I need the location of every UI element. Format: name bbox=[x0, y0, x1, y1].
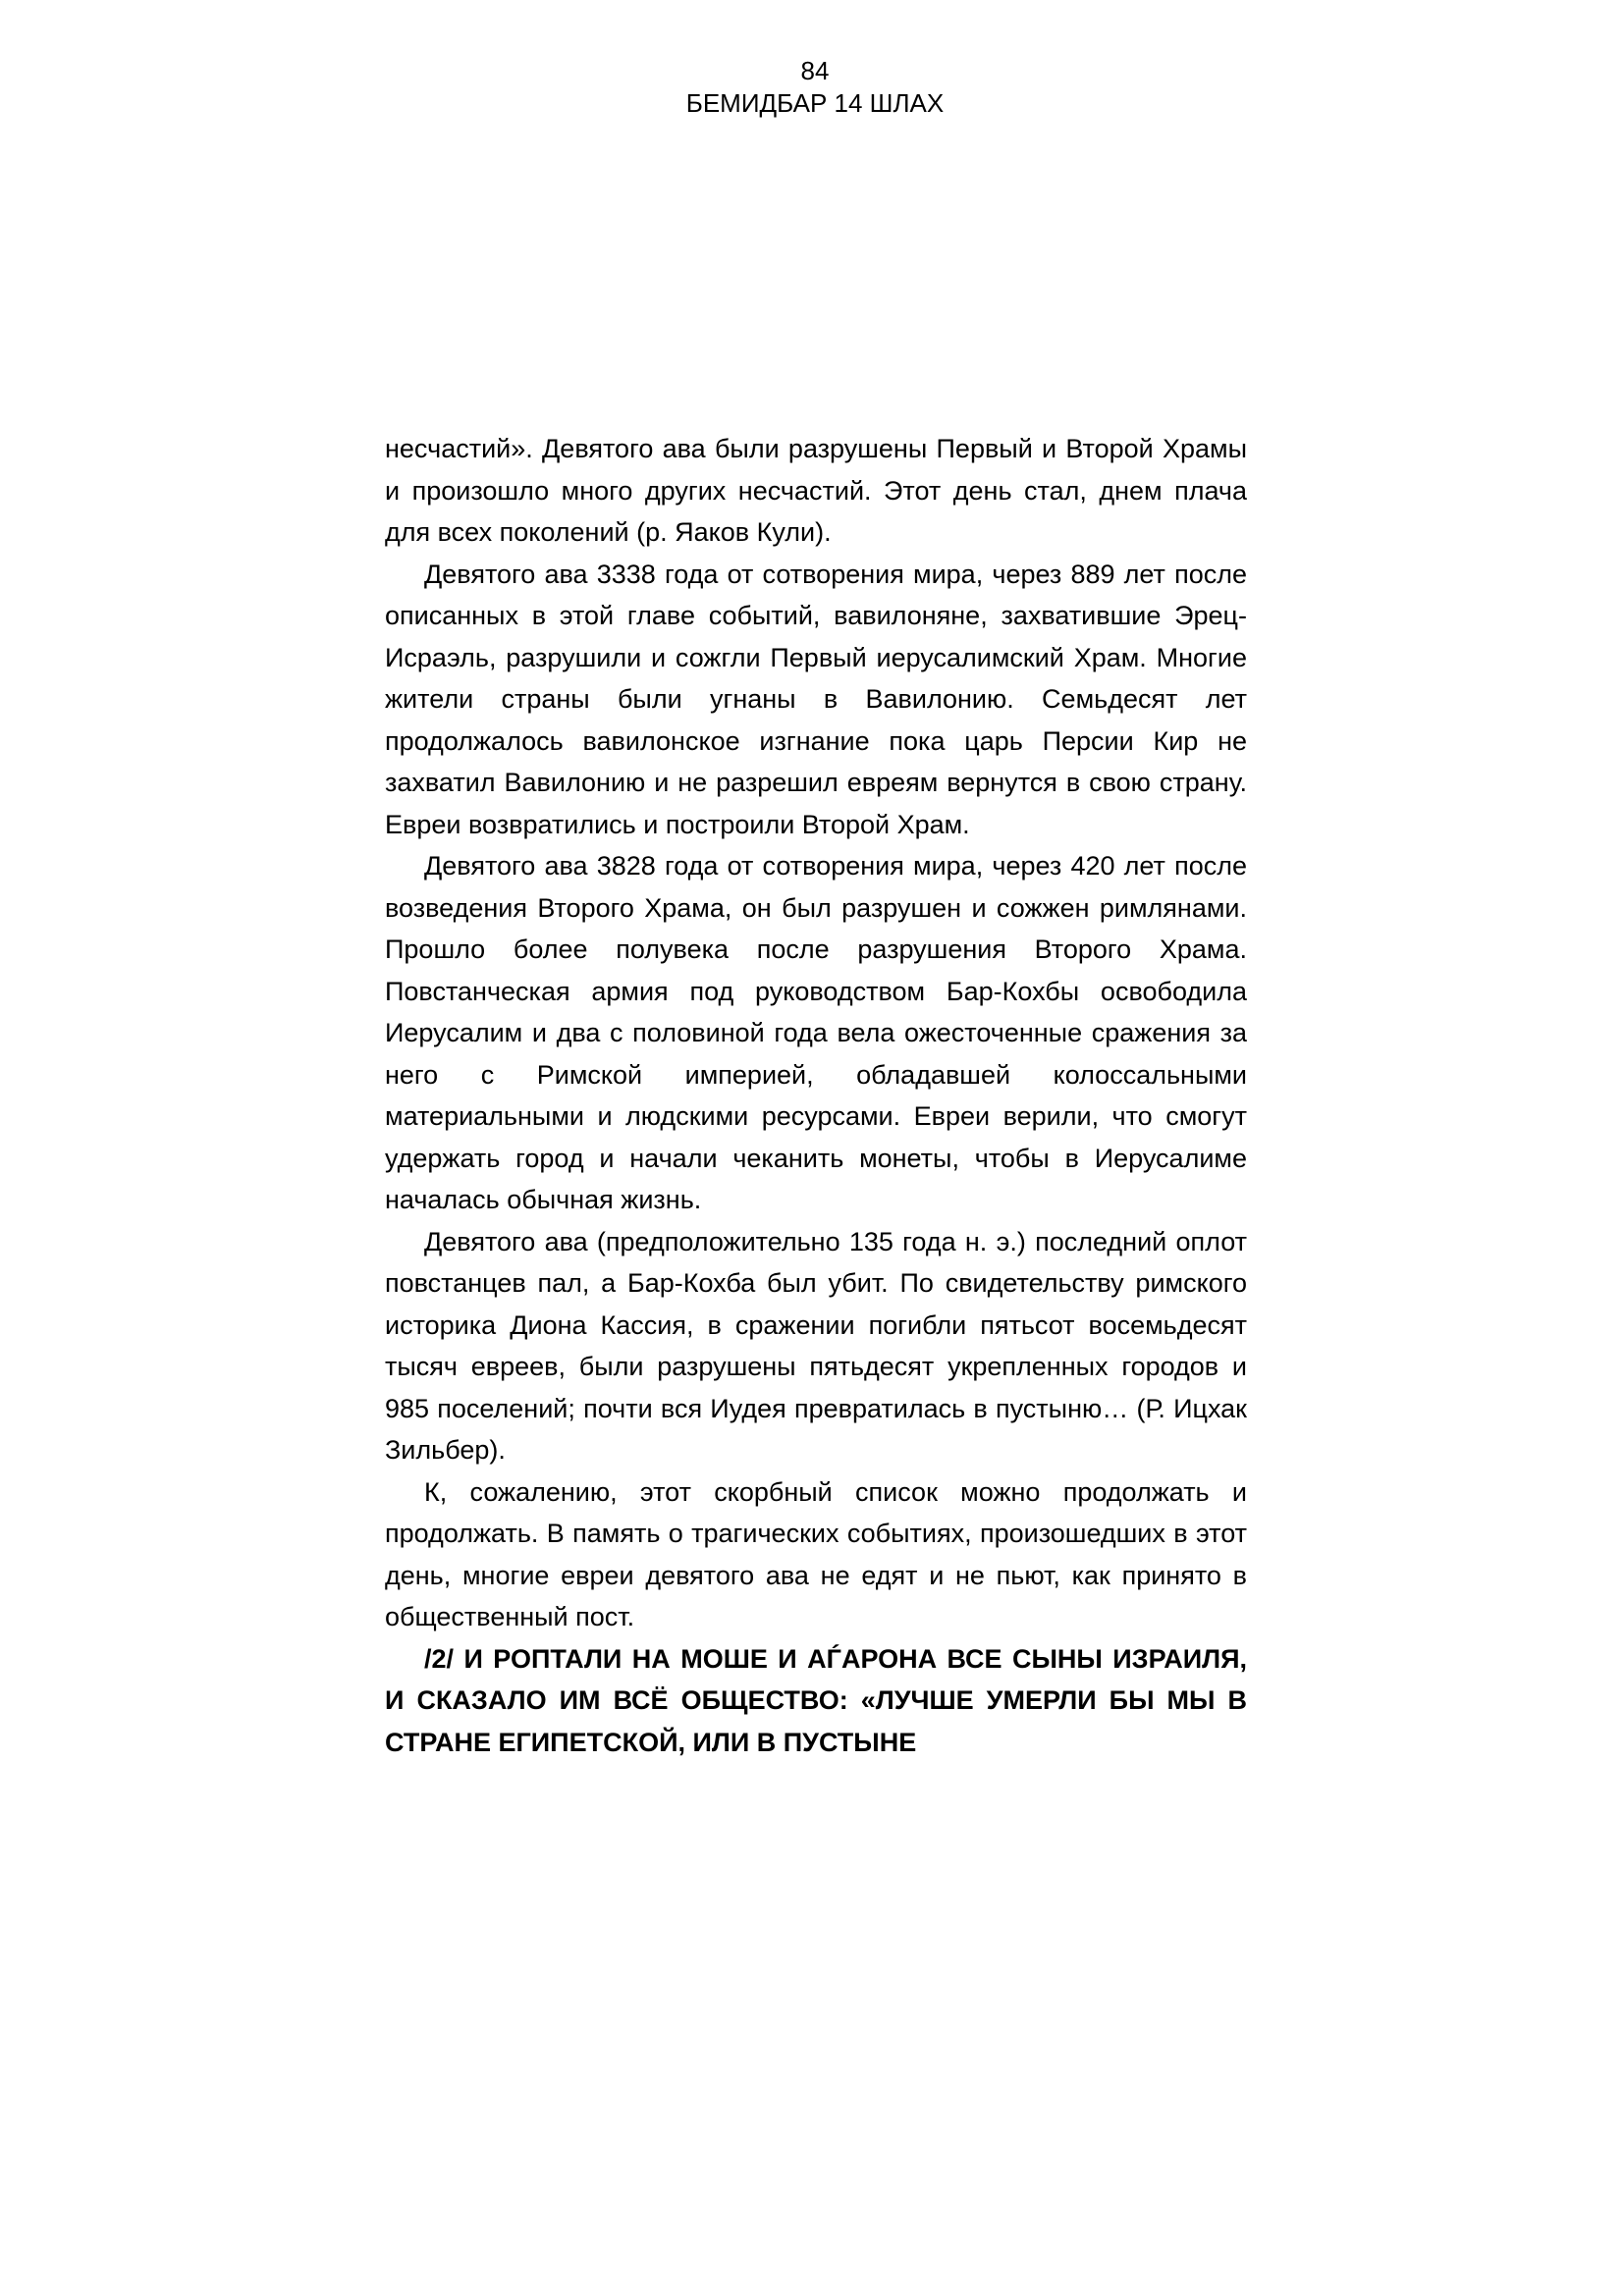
paragraph-verse: /2/ И РОПТАЛИ НА МОШЕ И АЃАРОНА ВСЕ СЫНЫ ИЗРАИЛЯ, И СКАЗАЛО ИМ ВСЁ ОБЩЕСТВО: «ЛУЧШЕ УМЕРЛИ БЫ МЫ В СТРАНЕ ЕГИПЕТСКОЙ, ИЛИ В ПУСТЫНЕ bbox=[385, 1643, 1247, 1757]
paragraph-commentary: Девятого ава 3338 года от сотворения мира, через 889 лет после описанных в этой главе событий, вавилоняне, захватившие Эрец-Исраэль, разрушили и сожгли Первый иерусалимский Храм. Многие жители страны были угнаны в Вавилонию. Семьдесят лет продолжалось вавилонское изгнание пока царь Персии Кир не захватил Вавилонию и не разрешил евреям вернутся в свою страну. Евреи возвратились и построили Второй Храм. bbox=[385, 559, 1247, 839]
text-block bbox=[385, 428, 1247, 1763]
paragraph-commentary: Девятого ава 3828 года от сотворения мира, через 420 лет после возведения Второго Храма, он был разрушен и сожжен римлянами. Прошло более полувека после разрушения Второго Храма. Повстанческая армия под руководством Бар-Кохбы освободила Иерусалим и два с половиной года вела ожесточенные сражения за него с Римской империей, обладавшей колоссальными материальными и людскими ресурсами. Евреи верили, что смогут удержать город и начали чеканить монеты, чтобы в Иерусалиме началась обычная жизнь. bbox=[385, 851, 1247, 1214]
paragraph-commentary: К, сожалению, этот скорбный список можно продолжать и продолжать. В память о трагических событиях, произошедших в этот день, многие евреи девятого ава не едят и не пьют, как принято в общественный пост. bbox=[385, 1476, 1247, 1631]
page-number: 84 bbox=[800, 56, 830, 85]
page-header bbox=[383, 55, 1247, 120]
chapter-title: БЕМИДБАР 14 ШЛАХ bbox=[685, 88, 945, 118]
paragraph-commentary: Девятого ава (предположительно 135 года н. э.) последний оплот повстанцев пал, а Бар-Кохба был убит. По свидетельству римского историка Диона Кассия, в сражении погибли пятьсот восемьдесят тысяч евреев, были разрушены пятьдесят укрепленных городов и 985 поселений; почти вся Иудея превратилась в пустыню… (Р. Ицхак Зильбер). bbox=[385, 1226, 1247, 1465]
paragraph-continuation: несчастий». Девятого ава были разрушены Первый и Второй Храмы и произошло много других несчастий. Этот день стал, днем плача для всех поколений (р. Яаков Кули). bbox=[385, 434, 1247, 547]
